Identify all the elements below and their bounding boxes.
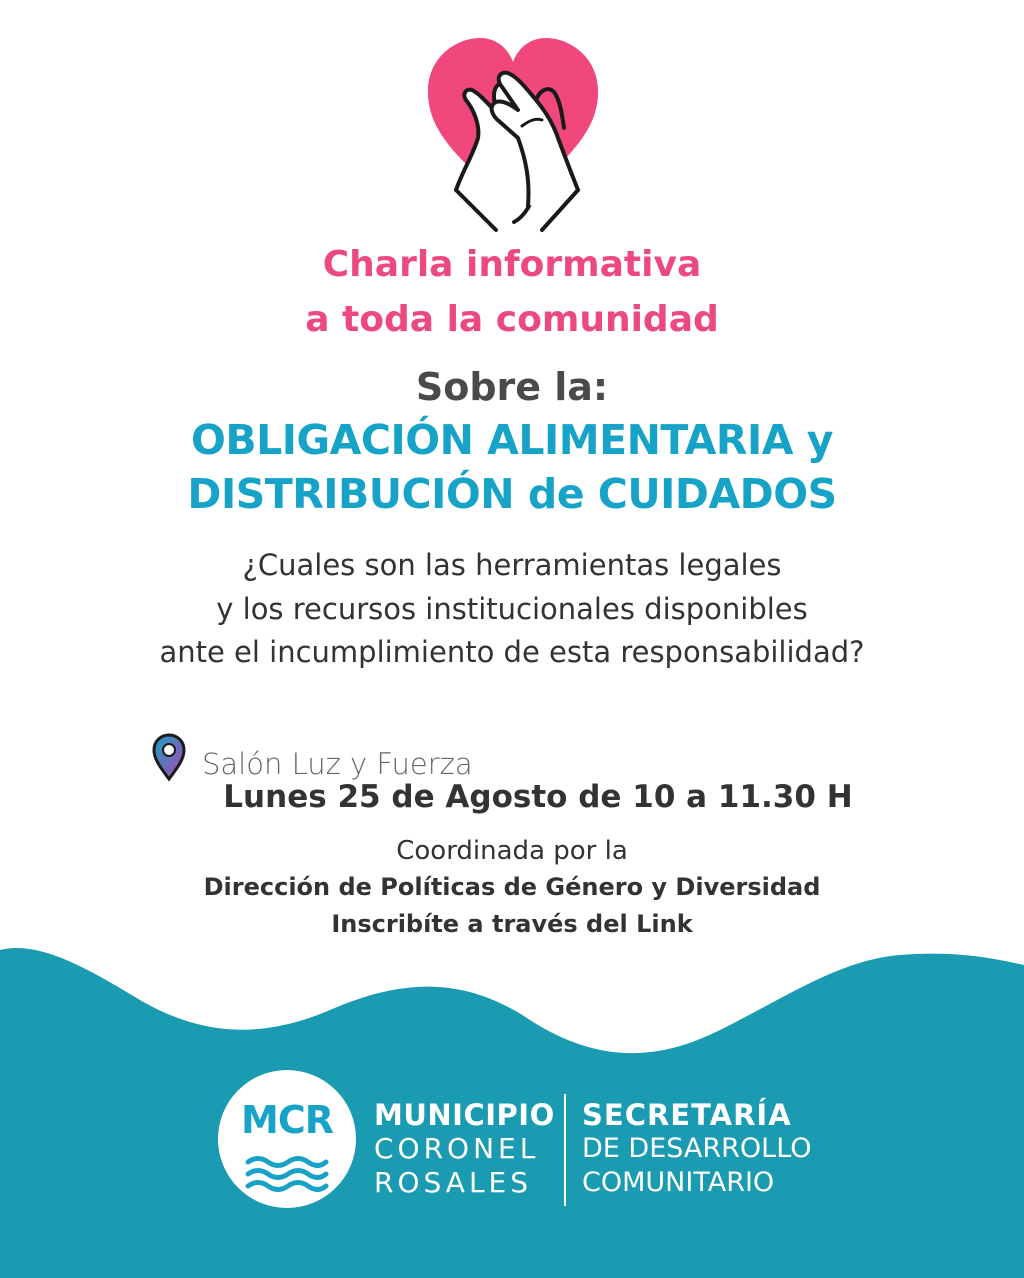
- heart-hands-icon: [418, 30, 608, 240]
- event-type-line-1: Charla informativa: [322, 244, 702, 285]
- secretaria-name: [582, 1098, 812, 1200]
- question-line-2: y los recursos institucionales disponibles: [216, 592, 808, 626]
- secretaria-line-2: DE DESARROLLO: [582, 1133, 812, 1164]
- secretaria-line-1: SECRETARÍA: [582, 1098, 792, 1132]
- footer-logos: [0, 1060, 1024, 1220]
- about-label: Sobre la:: [415, 365, 609, 409]
- venue-name: Salón Luz y Fuerza: [202, 747, 473, 781]
- municipio-line-2: CORONEL: [374, 1132, 540, 1165]
- topic-line-1: OBLIGACIÓN ALIMENTARIA y: [191, 416, 833, 464]
- event-datetime: Lunes 25 de Agosto de 10 a 11.30 H: [223, 779, 853, 815]
- municipio-line-1: MUNICIPIO: [374, 1098, 555, 1132]
- organizer-name: Dirección de Políticas de Género y Diversidad: [203, 873, 821, 901]
- coordinated-by-label: Coordinada por la: [396, 836, 628, 866]
- waves-icon: [244, 1152, 330, 1192]
- question-line-1: ¿Cuales son las herramientas legales: [242, 548, 782, 582]
- secretaria-line-3: COMUNITARIO: [582, 1167, 775, 1198]
- question-line-3: ante el incumplimiento de esta responsabilidad?: [159, 635, 865, 669]
- municipio-line-3: ROSALES: [374, 1166, 533, 1199]
- signup-text: Inscribíte a través del Link: [331, 910, 693, 938]
- logo-divider: [564, 1094, 566, 1206]
- event-type-line-2: a toda la comunidad: [305, 299, 719, 340]
- mcr-logo-text: MCR: [241, 1098, 333, 1142]
- municipio-name: [374, 1098, 555, 1200]
- venue-row: [150, 712, 473, 782]
- topic-line-2: DISTRIBUCIÓN de CUIDADOS: [187, 470, 837, 518]
- mcr-logo: [218, 1070, 356, 1208]
